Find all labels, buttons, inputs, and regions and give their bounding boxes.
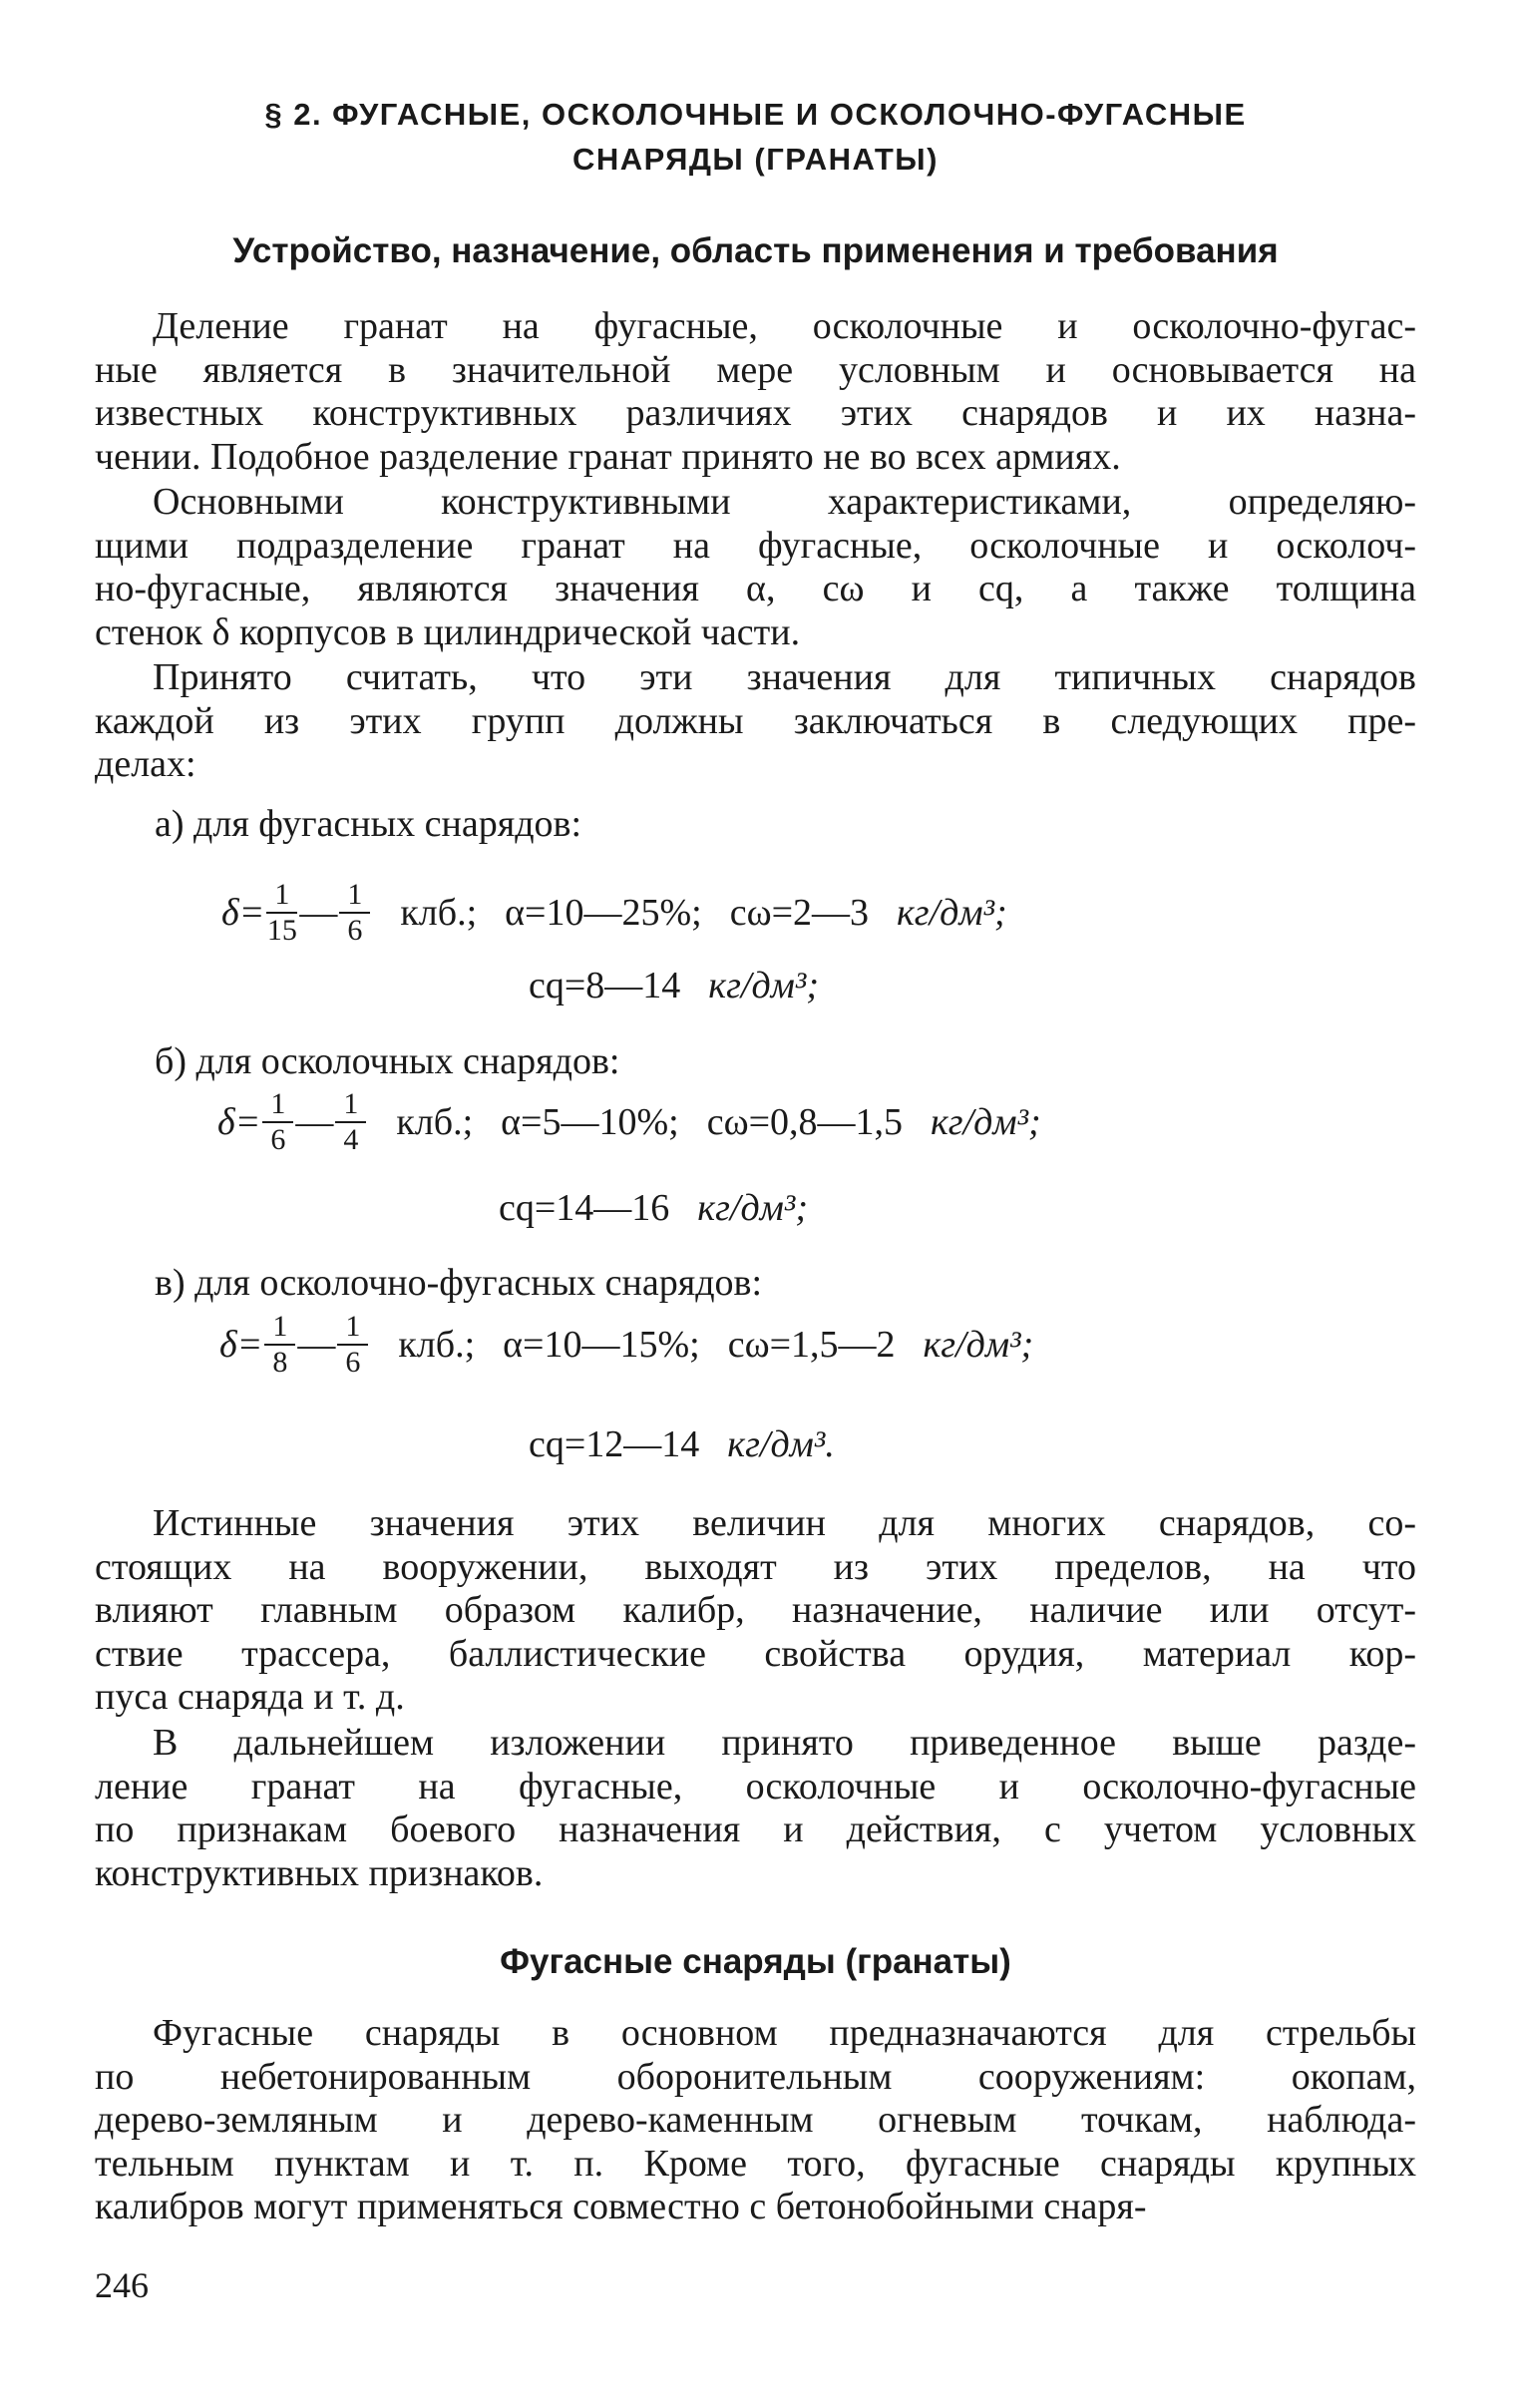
fraction bbox=[264, 1310, 295, 1380]
unit-caliber: клб.; bbox=[398, 1324, 476, 1366]
paragraph bbox=[95, 481, 1416, 654]
text-line: каждой из этих групп должны заключаться в следующих пре- bbox=[95, 699, 1416, 742]
unit-caliber: клб.; bbox=[396, 1101, 474, 1143]
alpha-value: α=10—15%; bbox=[503, 1324, 700, 1366]
numerator: 1 bbox=[262, 1087, 293, 1123]
text-line: конструктивных признаков. bbox=[95, 1851, 544, 1894]
text-line: пуса снаряда и т. д. bbox=[95, 1676, 405, 1719]
fraction bbox=[339, 878, 370, 948]
text-line: Основными конструктивными характеристиками, определяю- bbox=[153, 481, 1416, 523]
denominator: 6 bbox=[345, 1346, 361, 1379]
fraction bbox=[266, 878, 297, 948]
cq-value: cq=8—14 bbox=[529, 965, 681, 1006]
denominator: 4 bbox=[343, 1123, 359, 1156]
text-line: Деление гранат на фугасные, осколочные и осколочно-фугас- bbox=[153, 305, 1416, 347]
fraction bbox=[262, 1087, 293, 1157]
numerator: 1 bbox=[335, 1087, 366, 1123]
numerator: 1 bbox=[264, 1310, 295, 1346]
formula-cq-row bbox=[529, 1422, 835, 1466]
list-item-label: в) для осколочно-фугасных снарядов: bbox=[155, 1262, 763, 1304]
numerator: 1 bbox=[266, 878, 297, 914]
numerator: 1 bbox=[337, 1310, 368, 1346]
section-title-line-2: СНАРЯДЫ (ГРАНАТЫ) bbox=[572, 142, 939, 177]
text-line: влияют главным образом калибр, назначение, наличие или отсут- bbox=[95, 1589, 1416, 1632]
range-dash: — bbox=[297, 1324, 336, 1366]
denominator: 15 bbox=[266, 914, 297, 947]
range-dash: — bbox=[299, 892, 338, 934]
cw-value: cω=1,5—2 bbox=[727, 1324, 896, 1366]
cw-value: cω=2—3 bbox=[729, 892, 870, 934]
cq-value: cq=14—16 bbox=[499, 1187, 670, 1229]
list-item-label: б) для осколочных снарядов: bbox=[155, 1040, 620, 1082]
cq-unit: кг/дм³; bbox=[708, 965, 819, 1006]
denominator: 6 bbox=[347, 914, 363, 947]
cw-unit: кг/дм³; bbox=[931, 1101, 1041, 1143]
formula-cq-row bbox=[499, 1186, 808, 1230]
delta-symbol: δ= bbox=[217, 1101, 261, 1143]
text-line: Истинные значения этих величин для многих снарядов, со- bbox=[153, 1502, 1416, 1544]
text-line: В дальнейшем изложении принято приведенное выше разде- bbox=[153, 1722, 1416, 1764]
text-line: тельным пунктам и т. п. Кроме того, фугасные снаряды крупных bbox=[95, 2142, 1416, 2185]
paragraph bbox=[95, 305, 1416, 479]
paragraph bbox=[95, 2012, 1416, 2229]
section-title-line-1: § 2. ФУГАСНЫЕ, ОСКОЛОЧНЫЕ И ОСКОЛОЧНО-ФУГАСНЫЕ bbox=[264, 97, 1247, 132]
formula-cq-row bbox=[529, 964, 819, 1007]
cw-unit: кг/дм³; bbox=[897, 892, 1007, 934]
text-line: Принято считать, что эти значения для типичных снарядов bbox=[153, 656, 1416, 698]
fraction bbox=[337, 1310, 368, 1380]
delta-symbol: δ= bbox=[219, 1324, 263, 1366]
text-line: делах: bbox=[95, 743, 196, 786]
cw-unit: кг/дм³; bbox=[923, 1324, 1034, 1366]
cq-unit: кг/дм³. bbox=[727, 1423, 835, 1465]
paragraph bbox=[95, 1722, 1416, 1895]
subheading-device-purpose: Устройство, назначение, область применения и требования bbox=[232, 231, 1279, 270]
alpha-value: α=5—10%; bbox=[501, 1101, 679, 1143]
cq-value: cq=12—14 bbox=[529, 1423, 700, 1465]
unit-caliber: клб.; bbox=[400, 892, 478, 934]
text-line: стоящих на вооружении, выходят из этих пределов, на что bbox=[95, 1545, 1416, 1588]
denominator: 8 bbox=[272, 1346, 288, 1379]
formula-delta-row bbox=[219, 1310, 1033, 1380]
text-line: но-фугасные, являются значения α, cω и cq, а также толщина bbox=[95, 568, 1416, 610]
numerator: 1 bbox=[339, 878, 370, 914]
page-number: 246 bbox=[95, 2265, 149, 2305]
paragraph bbox=[95, 656, 1416, 787]
cq-unit: кг/дм³; bbox=[697, 1187, 808, 1229]
text-line: известных конструктивных различиях этих снарядов и их назна- bbox=[95, 392, 1416, 435]
fraction bbox=[335, 1087, 366, 1157]
text-line: ствие трассера, баллистические свойства орудия, материал кор- bbox=[95, 1632, 1416, 1675]
subheading-he-shells: Фугасные снаряды (гранаты) bbox=[500, 1942, 1011, 1981]
denominator: 6 bbox=[270, 1123, 286, 1156]
text-line: по небетонированным оборонительным сооружениям: окопам, bbox=[95, 2055, 1416, 2098]
text-line: по признакам боевого назначения и действия, с учетом условных bbox=[95, 1808, 1416, 1851]
list-item-label: а) для фугасных снарядов: bbox=[155, 803, 582, 845]
cw-value: cω=0,8—1,5 bbox=[706, 1101, 904, 1143]
formula-delta-row bbox=[217, 1087, 1041, 1157]
paragraph bbox=[95, 1502, 1416, 1720]
text-line: чении. Подобное разделение гранат принято не во всех армиях. bbox=[95, 435, 1121, 478]
range-dash: — bbox=[295, 1101, 334, 1143]
text-line: дерево-земляным и дерево-каменным огневым точкам, наблюда- bbox=[95, 2099, 1416, 2142]
text-line: щими подразделение гранат на фугасные, осколочные и осколоч- bbox=[95, 524, 1416, 567]
text-line: калибров могут применяться совместно с бетонобойными снаря- bbox=[95, 2186, 1147, 2228]
text-line: ление гранат на фугасные, осколочные и осколочно-фугасные bbox=[95, 1765, 1416, 1807]
text-line: ные является в значительной мере условным и основывается на bbox=[95, 348, 1416, 391]
delta-symbol: δ= bbox=[221, 892, 265, 934]
alpha-value: α=10—25%; bbox=[505, 892, 702, 934]
formula-delta-row bbox=[221, 878, 1007, 948]
text-line: Фугасные снаряды в основном предназначаются для стрельбы bbox=[153, 2012, 1416, 2054]
text-line: стенок δ корпусов в цилиндрической части. bbox=[95, 610, 801, 653]
